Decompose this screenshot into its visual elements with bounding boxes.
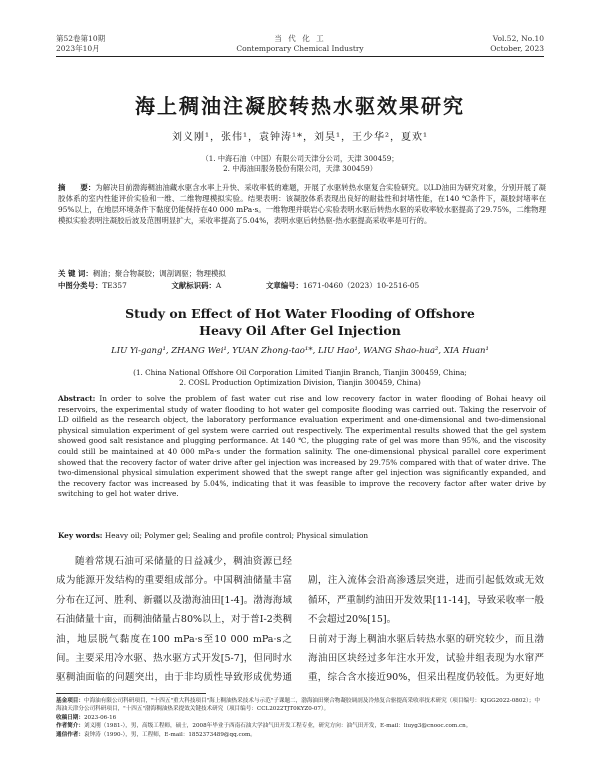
- title-cn: 海上稠油注凝胶转热水驱效果研究: [135, 94, 465, 118]
- doc-code-label: 文献标识码：: [171, 281, 216, 290]
- fund-label: 基金项目：: [56, 698, 84, 704]
- fund-text: 中海油有限公司科研项目，"十四五"重大科技项目"海上稠油热采技术与示范"子课题二，渤海油田聚合物凝胶调剖及冷热复合驱提高采收率技术研究（项目编号：KJGG2022-0802）；中海油天津分公司科研项目，"十四五"渤海稠油热采提效关键技术研究（项目编号：CCL2022TJT0KYZ0-07）。: [56, 698, 540, 713]
- abstract-cn-text: 为解决目前渤海稠油油藏水驱含水率上升快、采收率低的难题，开展了水驱转热水驱复合实验研究。以LD油田为研究对象，分别开展了凝胶体系的室内性能评价实验和一维、二维物理模拟实验。结果表明：该凝胶体系表现出良好的耐盐性和封堵性能，在140 ℃条件下，凝胶封堵率在95%以上，在地层环境条件下黏度仍能保持在40 000 mPa·s。一维物理并联岩心实验表明水驱后转热水驱的采收率较水驱提高了29.75%，二维物理模拟实验表明注凝胶后波及范围明显扩大，采收率提高了5.04%，表明水驱后转热驱-热水驱提高采收率是可行的。: [58, 183, 546, 225]
- body-paragraph-right: 剧，注入流体会沿高渗透层突进，进而引起低效或无效循环，严重制约油田开发效果[11-14]，导致采收率一般不会超过20%[15]。 日前对于海上稠油水驱后转热水驱的研究较少，而且渤海油田区块经过多年注水开发，试验井组表现为水窜严重，综合含水接近90%，但采出程度仍较低。为更好地: [308, 575, 544, 684]
- affiliation-en-2: 2. COSL Production Optimization Division, Tianjin 300459, China): [179, 378, 421, 387]
- keywords-en-label: Key words:: [58, 531, 103, 540]
- footnote-fund: [56, 697, 544, 714]
- header-right: [490, 34, 544, 54]
- keywords-en: [58, 530, 546, 541]
- keywords-cn: [58, 268, 546, 279]
- body-column-right: [308, 552, 544, 688]
- journal-name-cn: 当 代 化 工: [274, 34, 326, 43]
- title-en-line-2: Heavy Oil After Gel Injection: [199, 323, 401, 338]
- abstract-en-text: In order to solve the problem of fast water cut rise and low recovery factor in water flooding of Bohai heavy oil reservoirs, the experimental study of water flooding to hot water gel composite flooding was carried out. Taking the reservoir of LD oilfield as the research object, the laboratory performance evaluation experiment and one-dimensional and two-dimensional physical simulation experiment of gel system were carried out respectively. The experimental results showed that the gel system showed good salt resistance and plugging performance. At 140 ℃, the plugging rate of gel was more than 95%, and the viscosity could still be maintained at 40 000 mPa·s under the formation salinity. The one-dimensional physical parallel core experiment showed that the recovery factor of water drive after gel injection was increased by 29.75% compared with that of water drive. The two-dimensional physical simulation experiment showed that the swept range after gel injection was significantly expanded, and the recovery factor was increased by 5.04%, indicating that it was feasible to improve the recovery factor after water drive by switching to gel hot water drive.: [58, 394, 546, 499]
- abstract-cn-label: 摘 要：: [58, 183, 96, 192]
- footnote: [56, 697, 544, 739]
- body-column-left: [56, 552, 292, 688]
- header-rule: [56, 56, 544, 57]
- header-volume-en: Vol.52, No.10: [492, 34, 544, 43]
- title-en: [0, 305, 600, 339]
- article-no-label: 文章编号：: [265, 281, 303, 290]
- author-bio-text: 刘义刚（1981-），男，高级工程师，硕士，2008年毕业于西南石油大学油气田开发工程专业，研究方向：油气田开发，E-mail：liuyg3@cnooc.com.cn。: [83, 723, 472, 730]
- header-volume-cn: 第52卷第10期: [56, 34, 106, 43]
- affiliation-cn-1: （1. 中海石油（中国）有限公司天津分公司，天津 300459；: [201, 154, 399, 163]
- clc-label: 中图分类号：: [58, 281, 103, 290]
- classification-line: [58, 280, 546, 291]
- footnote-received: [56, 714, 544, 722]
- header-date-cn: 2023年10月: [56, 44, 100, 53]
- keywords-cn-label: 关 键 词：: [58, 269, 93, 278]
- clc-value: TE357: [102, 281, 127, 290]
- author-bio-label: 作者简介：: [56, 723, 84, 730]
- footnote-author: [56, 722, 544, 730]
- corresponding-label: 通信作者：: [56, 731, 84, 738]
- abstract-en: [58, 394, 546, 500]
- received-label: 收稿日期：: [56, 714, 84, 721]
- received-date: 2023-06-16: [83, 714, 117, 721]
- title-en-line-1: Study on Effect of Hot Water Flooding of Offshore: [125, 306, 475, 321]
- footnote-rule: [56, 693, 206, 694]
- affiliation-cn-2: 2. 中海油田服务股份有限公司，天津 300459）: [223, 164, 377, 173]
- affiliation-en-1: (1. China National Offshore Oil Corporation Limited Tianjin Branch, Tianjin 300459, China;: [133, 368, 467, 377]
- authors-en: LIU Yi-gang¹, ZHANG Wei¹, YUAN Zhong-tao¹*, LIU Hao¹, WANG Shao-hua², XIA Huan¹: [111, 346, 489, 356]
- abstract-cn: [58, 182, 546, 226]
- body-paragraph-left: 随着常规石油可采储量的日益减少，稠油资源已经成为能源开发结构的重要组成部分。中国稠油储量丰富分布在辽河、胜利、新疆以及渤海油田[1-4]。渤海海域石油储量十亩，而稠油储量占80%以上，对于普I-2类稠油，地层脱气黏度在100 mPa·s至10 000 mPa·s之间。主要采用冷水驱、热水驱方式开发[5-7]，但同时水驱稠油面临的问题突出，由于非均质性导致形成优势通: [56, 556, 292, 684]
- article-no-value: 1671-0460（2023）10-2516-05: [302, 281, 420, 290]
- keywords-cn-text: 稠油；聚合物凝胶；调剖调驱；物理模拟: [92, 269, 226, 278]
- authors-cn: 刘义刚¹，张伟¹，袁钟涛¹*，刘昊¹，王少华²，夏欢¹: [171, 132, 429, 143]
- header-date-en: October, 2023: [490, 44, 544, 53]
- abstract-en-label: Abstract:: [58, 394, 96, 403]
- footnote-corresponding: [56, 731, 544, 739]
- corresponding-text: 袁钟涛（1990-），男，工程师，E-mail：1852373489@qq.com。: [83, 731, 256, 738]
- doc-code-value: A: [215, 281, 222, 290]
- journal-name-en: Contemporary Chemical Industry: [236, 44, 364, 53]
- keywords-en-text: Heavy oil; Polymer gel; Sealing and profile control; Physical simulation: [104, 531, 369, 540]
